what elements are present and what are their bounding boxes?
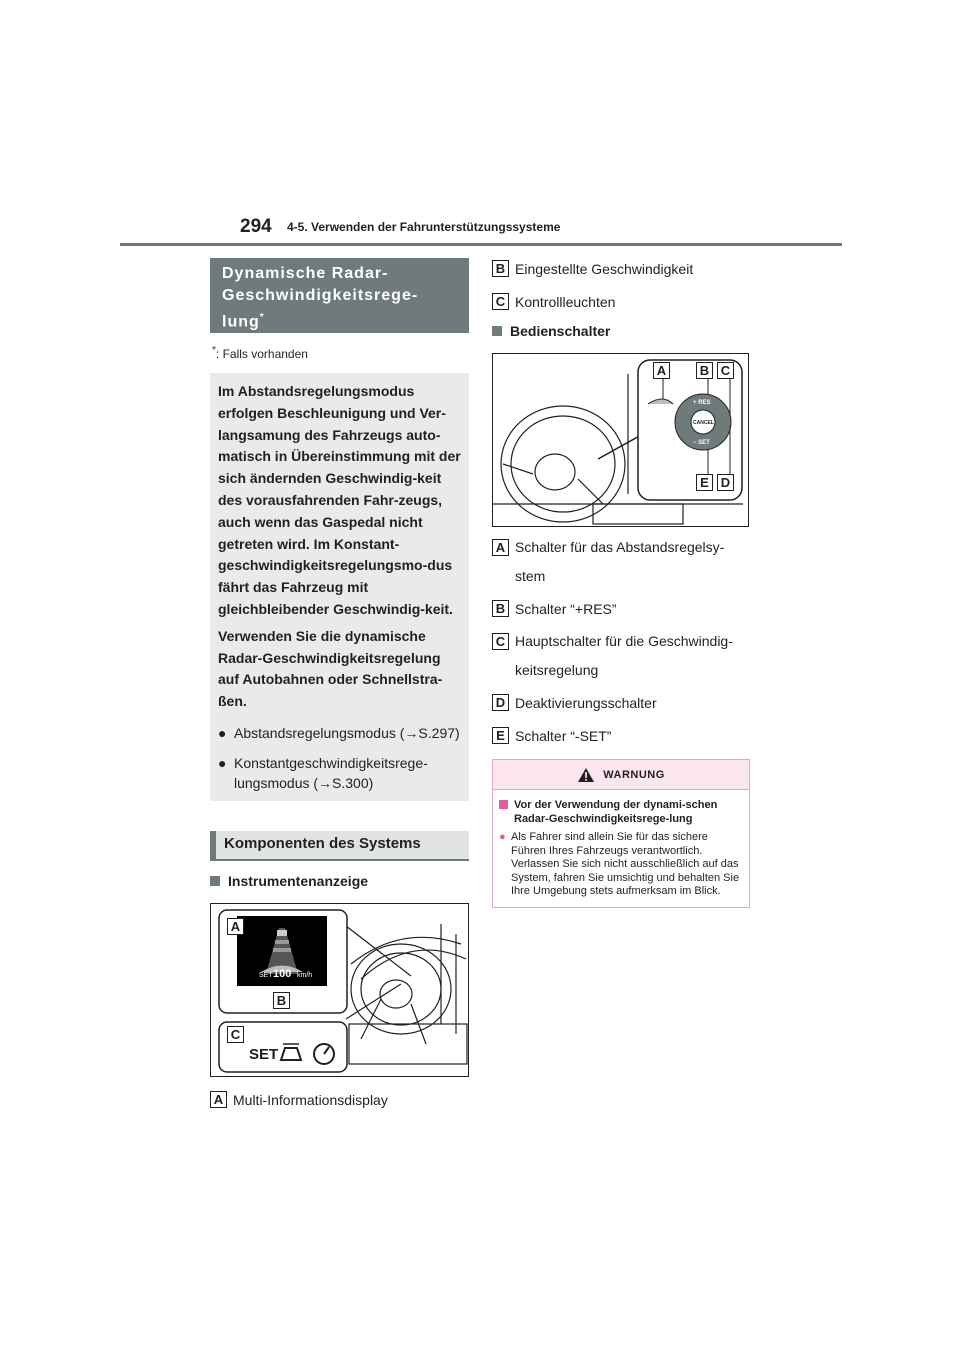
- section-title-box: [210, 258, 469, 333]
- square-bullet-icon: [492, 326, 502, 336]
- legend-item-c: [492, 631, 750, 685]
- header-rule: [120, 243, 842, 246]
- warning-title: WARNUNG: [603, 768, 665, 781]
- section-header: Komponenten des Systems: [210, 831, 469, 861]
- title-asterisk: *: [259, 312, 265, 323]
- legend-label: B: [492, 600, 509, 617]
- warning-body: [493, 790, 749, 907]
- legend-label: E: [492, 727, 509, 744]
- warning-triangle-icon: [577, 767, 595, 783]
- square-bullet-icon: [210, 876, 220, 886]
- warning-box: [492, 759, 750, 908]
- subheading-text: Bedienschalter: [510, 323, 611, 339]
- figure-label-e: E: [696, 474, 713, 491]
- legend-label: C: [492, 633, 509, 650]
- legend-label: A: [210, 1091, 227, 1108]
- legend-text: Schalter “+RES”: [515, 601, 617, 617]
- bullet-dot: ●: [499, 831, 506, 843]
- legend-item-e: [492, 725, 750, 747]
- legend-text: Eingestellte Geschwindigkeit: [515, 261, 694, 277]
- legend-label: B: [492, 260, 509, 277]
- figure-label-d: D: [717, 474, 734, 491]
- legend-text: Deaktivierungsschalter: [515, 695, 657, 711]
- legend-text: Multi-Informationsdisplay: [233, 1091, 388, 1108]
- bullet-text: Abstandsregelungsmodus (→S.297): [234, 724, 460, 741]
- warning-item: [499, 831, 741, 899]
- bullet-item: [218, 753, 461, 793]
- legend-item-a: [492, 537, 750, 591]
- subheading-instrument: [210, 873, 469, 889]
- warning-text: Als Fahrer sind allein Sie für das sichere Führen Ihres Fahrzeugs verantwortlich. Verlassen Sie sich nicht ausschließlich auf das System, fahren Sie umsichtig und behalten Sie Ihre Umgebung stets aufmerksam im Blick.: [511, 831, 740, 897]
- legend-text: Kontrollleuchten: [515, 294, 616, 310]
- legend-label: A: [492, 539, 509, 556]
- set-indicator-text: SET: [249, 1045, 279, 1063]
- res-label: + RES: [693, 400, 711, 406]
- figure-label-b: B: [696, 362, 713, 379]
- figure-label-a: A: [653, 362, 670, 379]
- bullet-dot: ●: [218, 754, 227, 771]
- figure-label-b: B: [273, 992, 290, 1009]
- figure-label-c: C: [717, 362, 734, 379]
- title-line-1: Dynamische Radar-: [222, 265, 389, 282]
- instrument-figure: [210, 903, 469, 1077]
- subheading-text: Instrumentenanzeige: [228, 872, 369, 889]
- warning-subtitle-text: Vor der Verwendung der dynami-schen Radar-Geschwindigkeitsrege-lung: [514, 799, 718, 825]
- switch-legend: [492, 537, 750, 747]
- legend-text: Schalter für das Abstandsregelsy-stem: [515, 539, 725, 584]
- title-line-3-text: lung: [222, 313, 260, 331]
- figure-label-c: C: [227, 1026, 244, 1043]
- footnote: [210, 345, 469, 361]
- footnote-asterisk: *: [212, 345, 216, 356]
- intro-paragraph-2: Verwenden Sie die dynamische Radar-Geschwindigkeitsregelung auf Autobahnen oder Schnellstra-ßen.: [218, 627, 443, 710]
- title-line-2: Geschwindigkeitsrege-: [222, 287, 419, 304]
- legend-item-d: [492, 692, 750, 714]
- bullet-item: [218, 723, 461, 743]
- legend-text: Schalter “-SET”: [515, 728, 612, 744]
- title-line-3: [222, 307, 457, 333]
- page-number: 294: [240, 216, 272, 237]
- switch-figure: [492, 353, 749, 527]
- warning-subtitle: [499, 798, 741, 826]
- legend-item-b: [492, 598, 750, 620]
- display-unit: km/h: [297, 971, 313, 979]
- legend-text: Hauptschalter für die Geschwindig-keitsregelung: [515, 633, 733, 678]
- figure-label-a: A: [227, 918, 244, 935]
- subheading-switch: [492, 323, 750, 339]
- intro-paragraph-1: Im Abstandsregelungsmodus erfolgen Beschleunigung und Ver-langsamung des Fahrzeugs auto-matisch in Übereinstimmung mit der sich ändernden Geschwindig-keit des vorausfahrenden Fahr-zeugs, auch wenn das Gaspedal nicht getreten wird. Im Konstant-geschwindigkeitsregelungsmo-dus fährt das Fahrzeug mit gleichbleibender Geschwindig-keit.: [218, 383, 461, 617]
- intro-box: [210, 373, 469, 801]
- legend-label: D: [492, 694, 509, 711]
- chapter-title: 4-5. Verwenden der Fahrunterstützungssysteme: [287, 220, 561, 234]
- bullet-text: Konstantgeschwindigkeitsrege-lungsmodus (→S.300): [234, 754, 428, 791]
- warning-header: [493, 760, 749, 790]
- display-speed: 100: [273, 967, 292, 980]
- left-column: [210, 258, 469, 1111]
- bullet-dot: ●: [218, 724, 227, 741]
- set-label: − SET: [693, 440, 710, 446]
- footnote-text: : Falls vorhanden: [215, 347, 308, 361]
- legend-item-a: [210, 1089, 469, 1111]
- right-column: [492, 258, 750, 908]
- display-set-text: SET: [259, 971, 273, 979]
- legend-item-c: [492, 291, 750, 313]
- square-bullet-icon: [499, 800, 508, 809]
- legend-item-b: [492, 258, 750, 280]
- legend-label: C: [492, 293, 509, 310]
- cancel-label: CANCEL: [693, 420, 714, 426]
